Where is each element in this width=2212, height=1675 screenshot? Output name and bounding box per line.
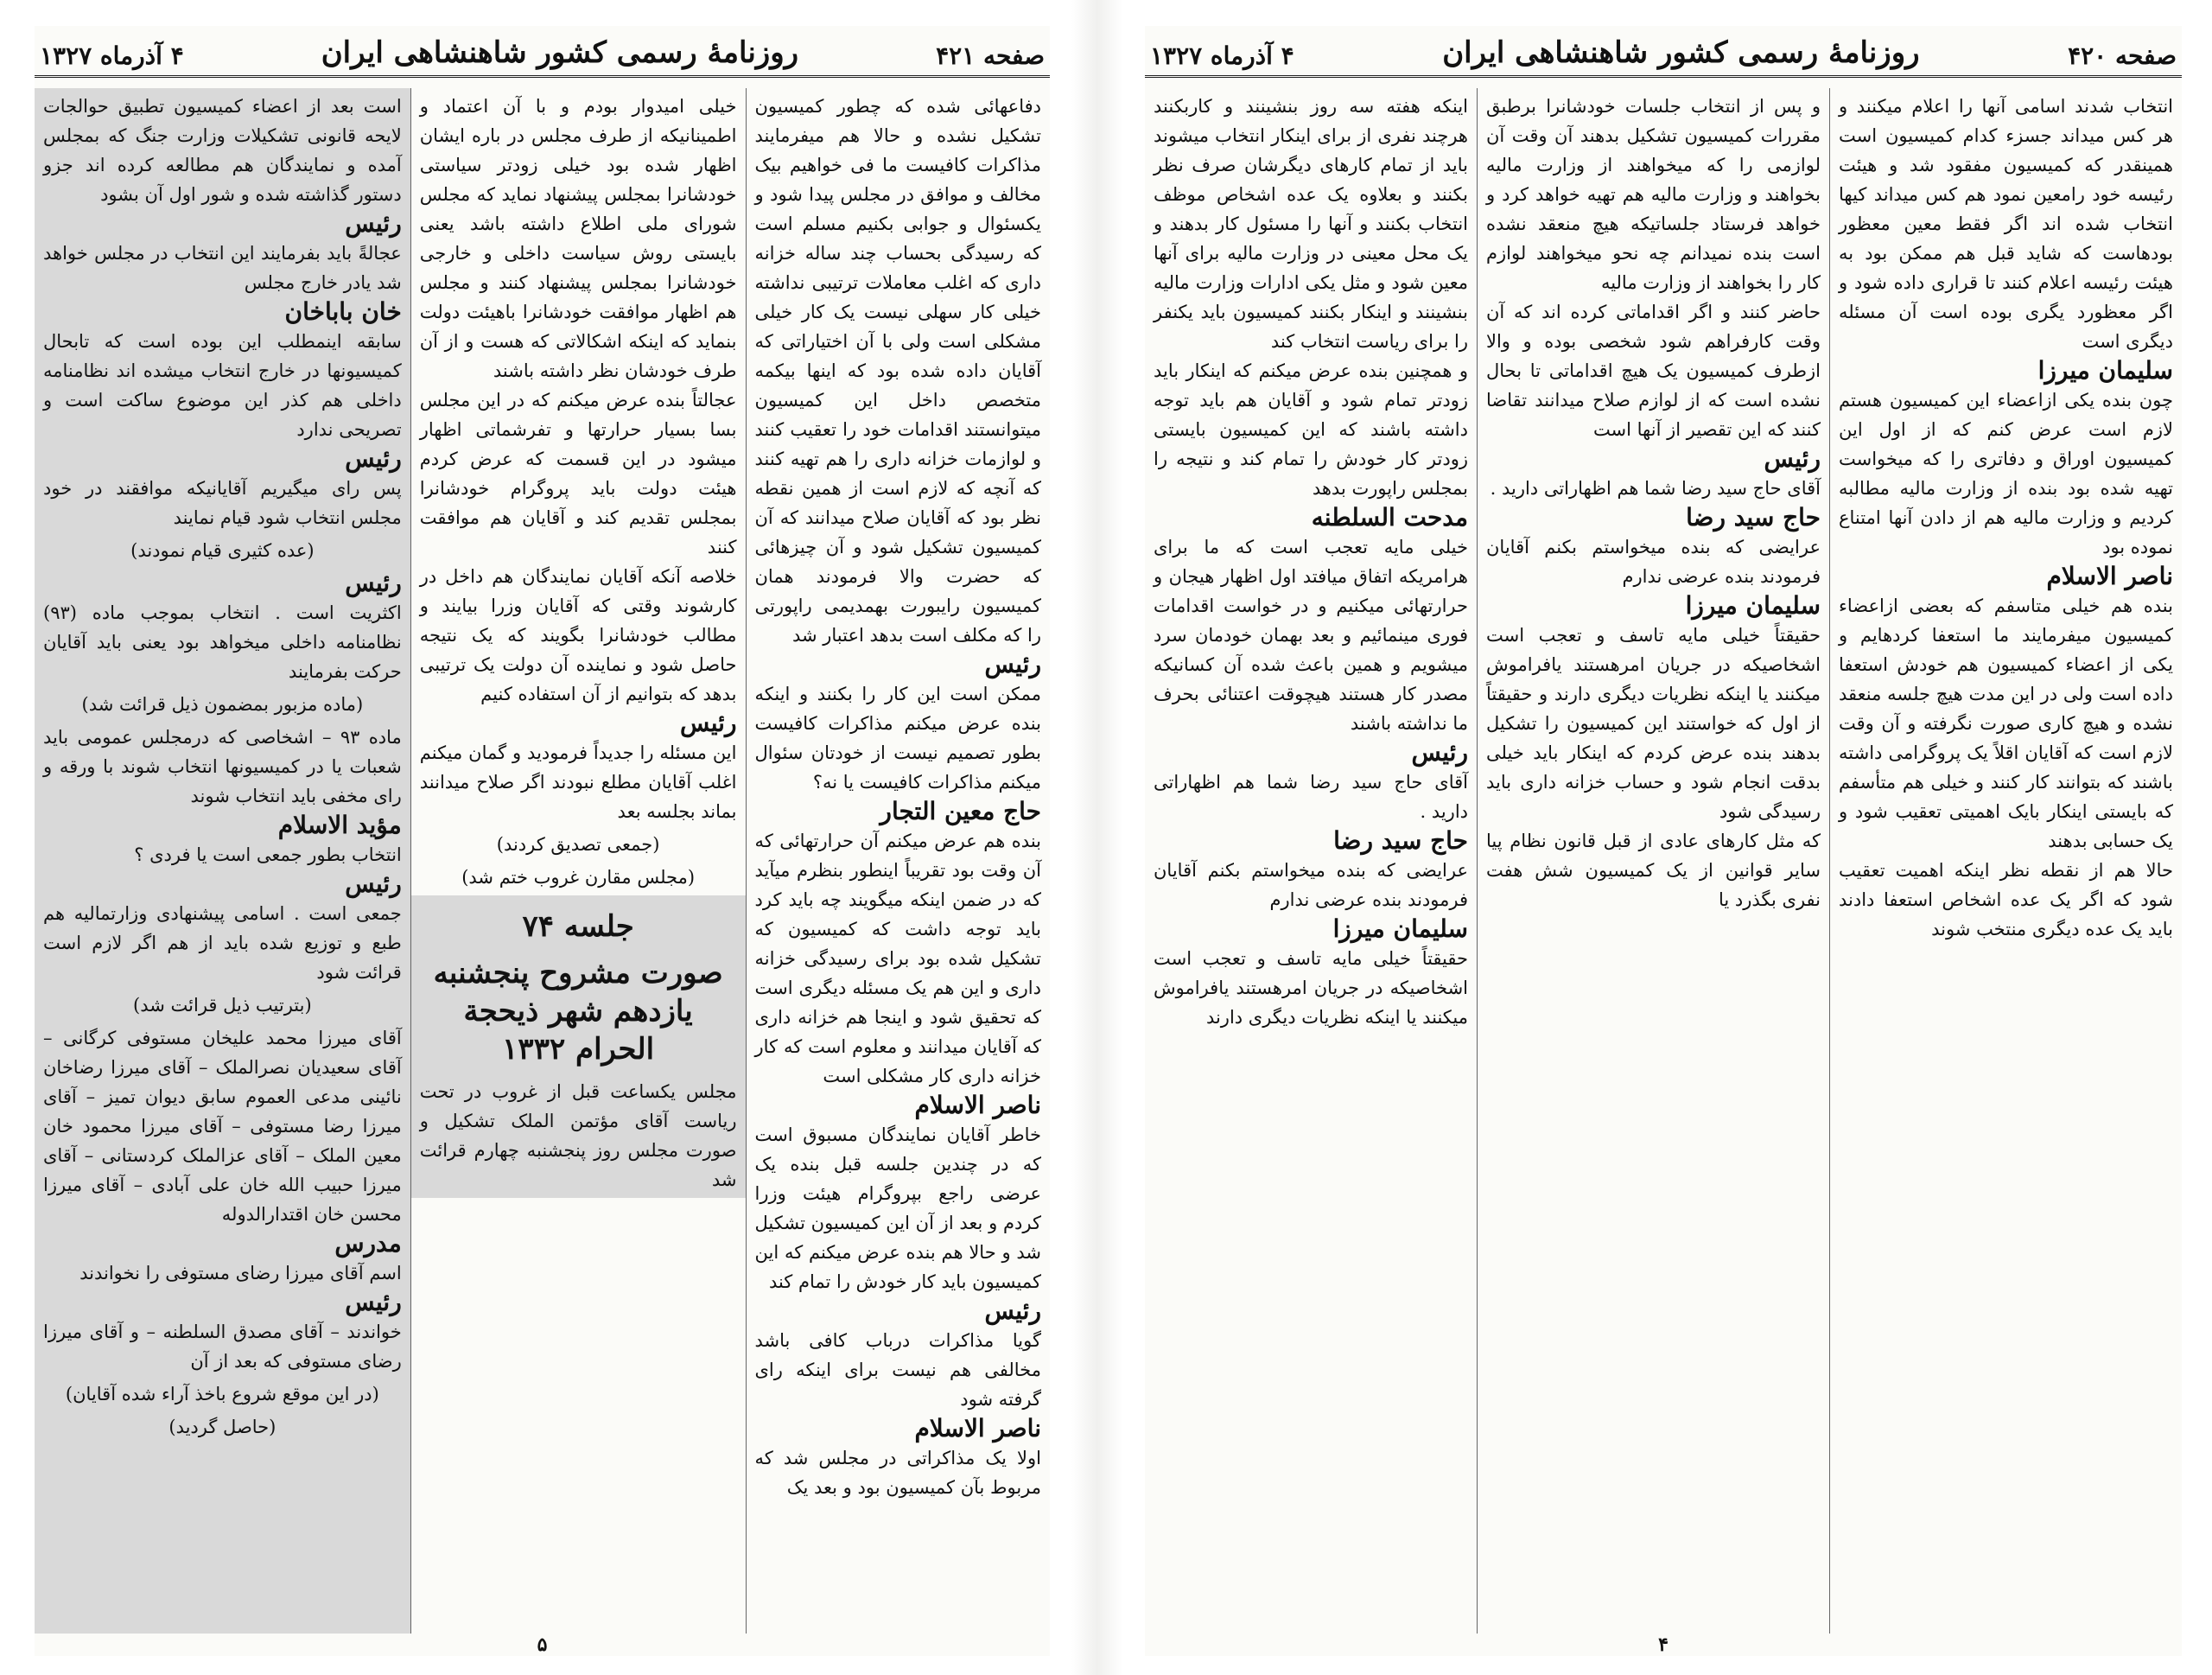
parenthetical-note: (در این موقع شروع باخذ آراء شده آقایان) xyxy=(65,1384,379,1404)
parenthetical-note: (جمعی تصدیق کردند) xyxy=(496,834,660,855)
speaker-name: خان باباخان xyxy=(284,297,402,326)
paragraph: دفاعهائی شده که چطور کمیسیون تشکیل نشده و حالا هم میفرمایند مذاکرات کافیست ما فی خواهیم بیک مخالف و موافق در مجلس پیدا شود و یکسئوال و جوابی بکنیم مسلم است که رسیدگی بحساب چند ساله خزانه داری که اغلب معاملات ترتیبی نداشته خیلی کار سهلی نیست یک کار خیلی مشکلی است ولی با آن اختیاراتی که آقایان داده شده بود که اینها بیکمه متخصص داخل این کمیسیون میتوانستند اقدامات خود را تعقیب کنند و لوازمات خزانه داری را هم تهیه کنند که آنچه که لازم است از همین نقطه نظر بود که آقایان صلاح میدانند که آن کمیسیون تشکیل شود و آن چیزهائی که حضرت والا فرمودند همان کمیسیون رایبورت بهمدیمی راپورتی را که مکلف است بدهد اعتبار شد xyxy=(754,96,1041,646)
speaker-name: رئیس xyxy=(984,1296,1041,1325)
session-subheading: صورت مشروح پنجشنبه یازدهم شهر ذیحجة الحرام ۱۳۳۲ xyxy=(433,956,723,1067)
paragraph: اسم آقای میرزا رضای مستوفی را نخواندند xyxy=(79,1263,402,1283)
column xyxy=(1477,88,1829,1634)
session-section xyxy=(411,895,746,1198)
left-page-title: روزنامهٔ رسمی کشور شاهنشاهی ایران xyxy=(321,35,799,70)
speaker-name: رئیس xyxy=(345,569,402,597)
parenthetical-note: (مجلس مقارن غروب ختم شد) xyxy=(461,867,696,888)
paragraph: پس رای میگیریم آقایانیکه موافقند در خود مجلس انتخاب شود قیام نمایند xyxy=(43,478,402,528)
paragraph: آقای حاج سید رضا شما هم اظهاراتی دارید . xyxy=(1490,478,1821,499)
paragraph: اینکه هفته سه روز بنشینند و کاربکنند هرچند نفری از برای اینکار انتخاب میشوند باید از تمام کارهای دیگرشان صرف نظر بکنند و بعلاوه یک عده اشخاص موظف انتخاب بکنند و آنها را مسئول کار بدهند و یک محل معینی در وزارت مالیه برای آنها معین شود و مثل یکی ادارات وزارت مالیه بنشینند و اینکار بکنند کمیسیون باید یکنفر را برای ریاست انتخاب کند xyxy=(1154,96,1468,352)
column xyxy=(410,88,746,1634)
left-page-header xyxy=(35,26,1050,78)
paragraph: عرایضی که بنده میخواستم بکنم آقایان فرمودند بنده عرضی ندارم xyxy=(1486,537,1821,587)
parenthetical-note: (حاصل گردید) xyxy=(168,1417,276,1437)
speaker-name: مدحت السلطنه xyxy=(1311,503,1468,532)
paragraph: که مثل کارهای عادی از قبل قانون نظام پیا سایر قوانین از یک کمیسیون شش هفت نفری بگذرد یا xyxy=(1486,831,1821,910)
paragraph: و همچنین بنده عرض میکنم که اینکار باید زودتر تمام شود و آقایان هم باید توجه داشته باشند که این کمیسیون بایستی زودتر کار خودش را تمام کند و نتیجه را بمجلس راپورت بدهد xyxy=(1154,360,1468,499)
session-body: مجلس یکساعت قبل از غروب در تحت ریاست آقای مؤتمن الملک تشکیل و صورت مجلس روز پنجشنبه چهارم قرائت شد xyxy=(419,1081,737,1190)
speaker-name: رئیس xyxy=(345,869,402,898)
right-page xyxy=(1145,26,2182,1656)
paragraph: سابقه اینمطلب این بوده است که تابحال کمیسیونها در خارج انتخاب میشده اند نظامنامه داخلی هم کذر این موضوع ساکت است و تصریحی ندارد xyxy=(43,331,402,440)
paragraph: و پس از انتخاب جلسات خودشانرا برطبق مقررات کمیسیون تشکیل بدهند آن وقت آن لوازمی را که میخواهند از وزارت مالیه بخواهند و وزارت مالیه هم تهیه خواهد کرد و خواهد فرستاد جلساتیکه هیچ منعقد نشده است بنده نمیدانم چه نحو میخواهند لوازم کار را بخواهند از وزارت مالیه xyxy=(1486,96,1821,293)
column xyxy=(746,88,1051,1634)
paragraph: اولا یک مذاکراتی در مجلس شد که مربوط بآن کمیسیون بود و بعد یک xyxy=(754,1448,1041,1498)
binding-gutter xyxy=(1071,0,1123,1675)
paragraph: چون بنده یکی ازاعضاء این کمیسیون هستم لازم است عرض کنم که از اول این کمیسیون اوراق و دفاتری را که میخواست تهیه شده بود بنده از وزارت مالیه مطالبه کردیم و وزارت مالیه هم از دادن آنها امتناع نموده بود xyxy=(1839,390,2173,557)
parenthetical-note: (ماده مزبور بمضمون ذیل قرائت شد) xyxy=(81,694,364,715)
paragraph: عجالةً باید بفرمایند این انتخاب در مجلس خواهد شد یادر خارج مجلس xyxy=(43,243,402,293)
right-page-label: صفحه ۴۲۰ xyxy=(2068,41,2177,70)
parenthetical-note: (عده کثیری قیام نمودند) xyxy=(130,540,315,561)
speaker-name: رئیس xyxy=(345,444,402,473)
speaker-name: ناصر الاسلام xyxy=(914,1414,1041,1443)
paragraph: خاطر آقایان نمایندگان مسبوق است که در چندین جلسه قبل بنده یک عرضی راجع بپروگرام هیئت وزرا کردم و بعد از آن این کمیسیون تشکیل شد و حالا هم بنده عرض میکنم که این کمیسیون باید کار خودش را تمام کند xyxy=(754,1124,1041,1292)
speaker-name: سلیمان میرزا xyxy=(2037,356,2173,385)
speaker-name: رئیس xyxy=(345,1288,402,1316)
left-page xyxy=(35,26,1050,1656)
column xyxy=(35,88,410,1634)
paragraph: انتخاب بطور جمعی است یا فردی ؟ xyxy=(134,844,402,865)
paragraph: خلاصه آنکه آقایان نمایندگان هم داخل در کارشوند وقتی که آقایان وزرا بیایند و مطالب خودشانرا بگویند که یک نتیجه حاصل شود و نماینده آن دولت یک ترتیبی بدهد که بتوانیم از آن استفاده کنیم xyxy=(419,566,737,704)
speaker-name: حاج سید رضا xyxy=(1333,826,1468,855)
paragraph: اکثریت است . انتخاب بموجب ماده (۹۳) نظامنامه داخلی میخواهد بود یعنی باید آقایان حرکت بفرمایند xyxy=(43,602,402,682)
speaker-name: رئیس xyxy=(984,650,1041,678)
paragraph: خواندند – آقای مصدق السلطنه – و آقای میرزا رضای مستوفی که بعد از آن xyxy=(43,1322,402,1372)
speaker-name: حاج معین التجار xyxy=(880,797,1041,825)
speaker-name: سلیمان میرزا xyxy=(1332,914,1468,943)
paragraph: ماده ۹۳ – اشخاصی که درمجلس عمومی باید شعبات یا در کمیسیونها انتخاب شوند با ورقه و رای مخفی باید انتخاب شوند xyxy=(43,727,402,806)
speaker-name: ناصر الاسلام xyxy=(914,1091,1041,1119)
column xyxy=(1829,88,2182,1634)
paragraph: این مسئله را جدیداً فرمودید و گمان میکنم اغلب آقایان مطلع نبودند اگر صلاح میدانند بماند بجلسه بعد xyxy=(419,742,737,822)
speaker-name: رئیس xyxy=(1411,738,1468,767)
right-page-columns xyxy=(1145,88,2182,1634)
paragraph: بنده هم خیلی متاسفم که بعضی ازاعضاء کمیسیون میفرمایند ما استعفا کردهایم و یکی از اعضاء کمیسیون هم خودش استعفا داده است ولی در این مدت هیچ جلسه منعقد نشده و هیچ کاری صورت نگرفته و آن وقت لازم است که آقایان اقلاً یک پروگرامی داشته باشند که بتوانند کار کنند و خیلی هم متأسفم که بایستی اینکار بایک اهمیتی تعقیب شود و یک حسابی بدهند xyxy=(1839,595,2173,851)
column xyxy=(1145,88,1477,1634)
speaker-name: مدرس xyxy=(334,1229,402,1258)
speaker-name: رئیس xyxy=(1764,444,1821,473)
paragraph: حقیقتاً خیلی مایه تاسف و تعجب است اشخاصیکه در جریان امرهستند یافراموش میکنند یا اینکه نظریات دیگری دارند و حقیقتاً از اول که خواستند این کمیسیون را تشکیل بدهند بنده عرض کردم که اینکار باید خیلی بدقت انجام شود و حساب خزانه داری باید رسیدگی شود xyxy=(1486,625,1821,822)
paragraph: عجالتاً بنده عرض میکنم که در این مجلس بسا بسیار حرارتها و تفرشماتی اظهار میشود در این قسمت که عرض کردم هیئت دولت باید پروگرام خودشانرا بمجلس تقدیم کند و آقایان هم موافقت کنند xyxy=(419,390,737,557)
speaker-name: ناصر الاسلام xyxy=(2046,562,2173,590)
left-page-label: صفحه ۴۲۱ xyxy=(936,41,1045,70)
paragraph: خیلی امیدوار بودم و با آن اعتماد و اطمینانیکه از طرف مجلس در باره ایشان اظهار شده بود خیلی زودتر سیاستی خودشانرا بمجلس پیشنهاد نماید که مجلس شورای ملی اطلاع داشته باشد یعنی بایستی روش سیاست داخلی و خارجی خودشانرا بمجلس پیشنهاد کنند و مجلس هم اظهار موافقت خودشانرا باهیئت دولت بنماید که اینکه اشکالاتی که هست و از آن طرف خودشان نظر داشته باشند xyxy=(419,96,737,381)
paragraph: عرایضی که بنده میخواستم بکنم آقایان فرمودند بنده عرضی ندارم xyxy=(1154,860,1468,910)
speaker-name: سلیمان میرزا xyxy=(1685,591,1821,620)
paragraph: جمعی است . اسامی پیشنهادی وزارتمالیه هم طبع و توزیع شده باید از هم اگر لازم است قرائت شود xyxy=(43,903,402,983)
paragraph: است بعد از اعضاء کمیسیون تطبیق حوالجات لایحه قانونی تشکیلات وزارت جنگ که بمجلس آمده و نمایندگان هم مطالعه کرده اند جزو دستور گذاشته شده و شور اول آن بشود xyxy=(43,96,402,205)
paragraph: بنده هم عرض میکنم آن حرارتهائی که آن وقت بود تقریباً اینطور بنظرم میآید که در ضمن اینکه میگویند چه باید کرد باید توجه داشت که کمیسیون که تشکیل شده بود برای رسیدگی خزانه داری و این هم یک مسئله دیگری است که تحقیق شود و اینجا هم خزانه داری که آقایان میدانند و معلوم است که کار خزانه داری کار مشکلی است xyxy=(754,831,1041,1086)
left-page-date: ۴ آذرماه ۱۳۲۷ xyxy=(40,41,184,70)
left-page-number: ۵ xyxy=(537,1634,548,1656)
paragraph: خیلی مایه تعجب است که ما برای هرامریکه اتفاق میافتد اول اظهار هیجان و حرارتهائی میکنیم و در خواست اقدامات فوری مینمائیم و بعد بهمان خودمان سرد میشویم و همین باعث شده آن کسانیکه مصدر کار هستند هیچوقت اعتنائی بحرف ما نداشته باشند xyxy=(1154,537,1468,734)
speaker-name: مؤید الاسلام xyxy=(277,811,402,839)
parenthetical-note: (بترتیب ذیل قرائت شد) xyxy=(133,995,312,1016)
right-page-date: ۴ آذرماه ۱۳۲۷ xyxy=(1150,41,1294,70)
session-heading: جلسه ۷۴ xyxy=(522,909,634,944)
right-page-header xyxy=(1145,26,2182,78)
paragraph: گویا مذاکرات درباب کافی باشد مخالفی هم نیست برای اینکه رای گرفته شود xyxy=(754,1330,1041,1410)
paragraph: حقیقتاً خیلی مایه تاسف و تعجب است اشخاصیکه در جریان امرهستند یافراموش میکنند یا اینکه نظریات دیگری دارند xyxy=(1154,948,1468,1028)
speaker-name: رئیس xyxy=(680,709,737,737)
paragraph: حالا هم از نقطه نظر اینکه اهمیت تعقیب شود که اگر یک عده اشخاص استعفا دادند باید یک عده دیگری منتخب شوند xyxy=(1839,860,2173,939)
paragraph: انتخاب شدند اسامی آنها را اعلام میکنند و هر کس میداند جسزء کدام کمیسیون است همینقدر که کمیسیون مفقود شد و هیئت رئیسه خود رامعین نمود هم کس میداند کیها انتخاب شده اند اگر فقط معین معظور بودهاست که شاید قبل هم ممکن بود به هیئت رئیسه اعلام کنند تا قراری داده شود و اگر معظورد یگری بوده است آن مسئله دیگری است xyxy=(1839,96,2173,352)
speaker-name: رئیس xyxy=(345,209,402,238)
paragraph: حاضر کنند و اگر اقداماتی کرده اند که آن وقت کارفراهم شود شخصی بوده و والا ازطرف کمیسیون یک هیچ اقداماتی تا بحال نشده است که از لوازم صلاح میدانند تقاضا کنند که این تقصیر از آنها است xyxy=(1486,302,1821,440)
right-page-title: روزنامهٔ رسمی کشور شاهنشاهی ایران xyxy=(1442,35,1920,70)
left-page-columns xyxy=(35,88,1050,1634)
speaker-name: حاج سید رضا xyxy=(1686,503,1821,532)
paragraph: آقای میرزا محمد علیخان مستوفی کرگانی – آقای سعیدیان نصرالملک – آقای میرزا رضاخان نائینی مدعی العموم سابق دیوان تمیز – آقای میرزا رضا مستوفی – آقای میرزا محمود خان معین الملک – آقای عزالملک کردستانی – آقای میرزا حبیب الله خان علی آبادی – آقای میرزا محسن خان اقتدارالدوله xyxy=(43,1028,402,1225)
right-page-number: ۴ xyxy=(1658,1634,1669,1656)
paragraph: ممکن است این کار را بکنند و اینکه بنده عرض میکنم مذاکرات کافیست بطور تصمیم نیست از خودتان سئوال میکنم مذاکرات کافیست یا نه؟ xyxy=(754,684,1041,793)
paragraph: آقای حاج سید رضا شما هم اظهاراتی دارید . xyxy=(1154,772,1468,822)
